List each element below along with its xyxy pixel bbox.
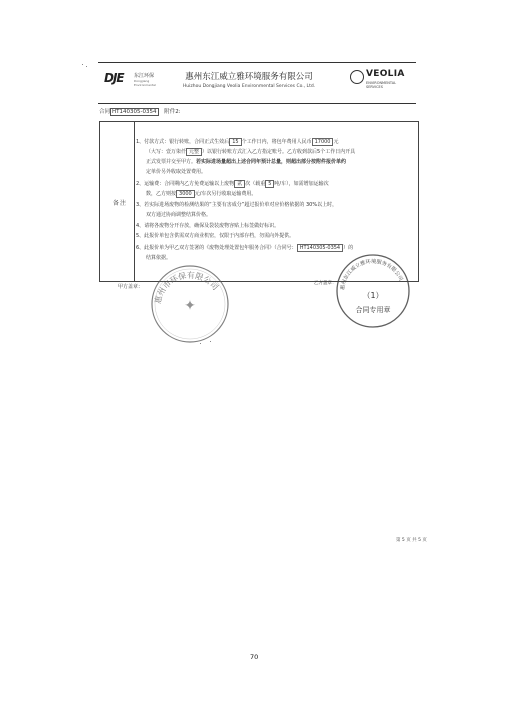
svg-text:（1）: （1）	[362, 291, 384, 300]
remark-text: （大写：壹万柒仟	[146, 149, 187, 155]
remark-line	[146, 212, 211, 219]
remark-text: 元/车次另行收取运输费用。	[194, 191, 257, 197]
remark-line	[136, 223, 279, 230]
contract-number: HT140305-0354	[112, 109, 157, 115]
company-name-cn: 惠州东江威立雅环境服务有限公司	[185, 72, 313, 82]
remark-line	[146, 149, 355, 156]
remark-line	[136, 245, 353, 252]
contract-line	[99, 107, 181, 115]
company-name-en: Huizhou Dongjiang Veolia Environmental Services Co., Ltd.	[182, 84, 316, 89]
logo-cn: 东江环保	[134, 73, 155, 79]
remark-text-bold: 若实际进场量超出上述合同年预计总量，则超出部分按附件报价单约	[196, 159, 347, 165]
remark-text: ）的	[343, 245, 354, 251]
dongjiang-logo	[104, 68, 156, 90]
veolia-logo	[350, 68, 414, 94]
filled-value: 17000	[312, 138, 334, 146]
veolia-sub: ENVIRONMENTAL SERVICES	[366, 81, 397, 89]
svg-text:合同专用章: 合同专用章	[355, 306, 391, 314]
remark-line	[146, 169, 206, 176]
table-column-divider	[134, 122, 135, 281]
filled-value: 3000	[176, 190, 195, 198]
remark-text: 1、付款方式：银行转账，合同正式生效后	[136, 139, 230, 145]
party-b-seal-label: 乙方盖章：	[314, 281, 337, 286]
remark-line	[146, 159, 346, 166]
page-count-label: 第 5 页 共 5 页	[396, 538, 427, 543]
filled-value: 贰	[234, 180, 245, 188]
remark-text: 5、此报价单包含供需双方商业机密，仅限于内部存档，勿需向外提供。	[136, 233, 295, 239]
filled-value: 15	[229, 138, 241, 146]
remark-text: 4、请将各废物分开存放，确保及袋装废物容贴上标签做好标识。	[136, 223, 280, 229]
remark-text: 吨/车），如需增加运输次	[274, 181, 329, 187]
svg-text:✦: ✦	[184, 298, 196, 314]
attachment-label: 附件2:	[164, 109, 181, 115]
svg-text:惠州东江威立雅环境服务有限公司: 惠州东江威立雅环境服务有限公司	[339, 258, 404, 291]
svg-text:惠州市环保有限公司: 惠州市环保有限公司	[153, 270, 220, 305]
filled-value: HT140305-0354	[297, 244, 343, 252]
party-a-seal-label: 甲方盖章：	[118, 284, 144, 290]
remark-text: ）以银行转账方式汇入乙方指定账号。乙方收到款后5个工作日内开具	[202, 149, 356, 155]
remark-text: 3、若实际进场废物的检测结果的“主要有害成分”超过报价单对应价格依据的 30%以上时，	[136, 202, 338, 208]
remark-text: 数，乙方则按	[146, 191, 177, 197]
remarks-label: 备注	[113, 200, 128, 207]
remark-text: 双方通过协商调整结算价格。	[146, 212, 212, 218]
remark-text: 结算依据。	[146, 255, 172, 261]
remark-line	[136, 181, 329, 188]
filled-value: 元整	[186, 148, 202, 156]
remark-text: 2、运输费：合同期内乙方免费运输以上废物	[136, 181, 235, 187]
page-number: 70	[250, 653, 259, 661]
remark-line	[146, 255, 171, 262]
remark-text: 次（载重	[245, 181, 266, 187]
contract-prefix: 合同	[99, 109, 111, 115]
filled-value: 5	[265, 180, 274, 188]
remark-line	[136, 139, 339, 146]
party-b-contract-stamp	[334, 252, 412, 330]
logo-en: Dongjiang Environmental	[134, 79, 156, 87]
party-a-stamp	[148, 262, 232, 346]
remark-line	[146, 191, 256, 198]
remark-text: 元	[333, 139, 339, 145]
logo-mark: DJE	[104, 71, 124, 85]
remark-text: 个工作日内，将包年费用人民币	[241, 139, 312, 145]
remark-line	[136, 202, 337, 209]
remark-text: 定单价另外收取处置费用。	[146, 169, 207, 175]
veolia-icon	[350, 70, 364, 84]
remark-line	[136, 233, 294, 240]
remark-text: 6、此报价单为甲乙双方签署的《废物处理处置包年服务合同》（合同号：	[136, 245, 297, 251]
veolia-name: VEOLIA	[366, 69, 405, 79]
remark-text: 正式发票并交至甲方。	[146, 159, 197, 165]
